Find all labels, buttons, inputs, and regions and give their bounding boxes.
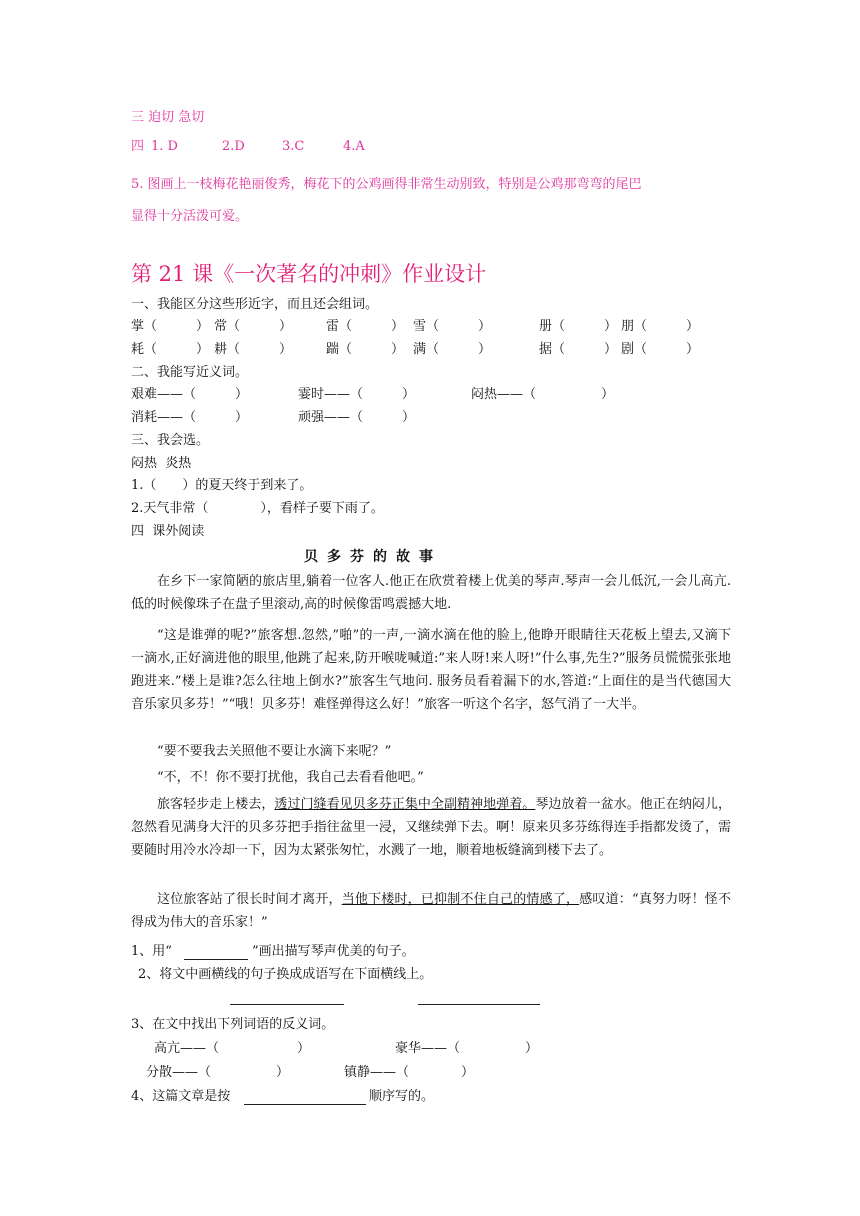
p5-underlined-sentence: 透过门缝看见贝多芬正集中全副精神地弹着。 — [274, 797, 536, 812]
answer-item: 1. D — [151, 139, 178, 154]
section2-heading: 二、我能写近义词。 — [131, 365, 249, 380]
section3-heading: 三、我会选。 — [131, 433, 210, 448]
story-paragraph-3: “要不要我去关照他不要让水滴下来呢？” — [157, 744, 392, 759]
char-cell: 据（ ） — [539, 342, 618, 357]
question-3: 3、在文中找出下列词语的反义词。 — [131, 1017, 335, 1032]
story-paragraph-4: “不，不！你不要打扰他，我自己去看看他吧。” — [157, 770, 424, 785]
answer-blank-1[interactable] — [230, 1004, 344, 1005]
char-cell: 满（ ） — [413, 342, 492, 357]
char-cell: 踹（ ） — [326, 342, 405, 357]
story-paragraph-1: 在乡下一家简陋的旅店里,躺着一位客人.他正在欣赏着楼上优美的琴声.琴声一会儿低沉,一会儿高亢.低的时候像珠子在盘子里滚动,高的时候像雷鸣震撼大地. — [131, 574, 731, 612]
story-paragraph-5 — [131, 793, 731, 862]
char-cell: 耕（ ） — [214, 342, 293, 357]
section3-q1: 1.（ ）的夏天终于到来了。 — [131, 478, 313, 493]
question-4-text-b: 顺序写的。 — [369, 1089, 435, 1104]
char-cell: 雷（ ） — [326, 319, 405, 334]
answer-line-5b: 显得十分活泼可爱。 — [131, 209, 249, 224]
p6-text-a: 这位旅客站了很长时间才离开， — [157, 892, 342, 907]
char-cell: 常（ ） — [214, 319, 293, 334]
char-cell: 剧（ ） — [621, 342, 700, 357]
antonym-cell: 高亢——（ ） — [154, 1041, 311, 1056]
p5-text-a: 旅客轻步走上楼去， — [157, 797, 275, 812]
answer-line-3: 三 迫切 急切 — [131, 110, 205, 125]
question-4-text-a: 4、这篇文章是按 — [131, 1089, 231, 1104]
antonym-cell: 豪华——（ ） — [395, 1041, 539, 1056]
char-cell: 册（ ） — [539, 319, 618, 334]
p6-underlined-sentence: 当他下楼时，已抑制不住自己的情感了， — [341, 892, 580, 907]
synonym-cell: 艰难——（ ） — [131, 387, 249, 402]
antonym-cell: 分散——（ ） — [146, 1065, 290, 1080]
question-1-text-a: 1、用“ — [131, 944, 172, 959]
synonym-cell: 顽强——（ ） — [298, 410, 416, 425]
question-1-underline-sample — [184, 959, 248, 960]
synonym-cell: 消耗——（ ） — [131, 410, 249, 425]
section3-choices: 闷热 炎热 — [131, 456, 192, 471]
answer-item: 2.D — [222, 139, 245, 154]
answer-blank-2[interactable] — [418, 1004, 540, 1005]
p6-text-b: 感叹道：“真努力呀！怪不得成为伟大的音乐家！” — [131, 892, 731, 930]
answer-line-5a: 5. 图画上一枝梅花艳丽俊秀，梅花下的公鸡画得非常生动别致，特别是公鸡那弯弯的尾巴 — [131, 177, 642, 192]
answer-item: 4.A — [343, 139, 365, 154]
synonym-cell: 霎时——（ ） — [298, 387, 416, 402]
answer-line-4-prefix: 四 — [131, 139, 145, 154]
story-title: 贝多芬的故事 — [304, 549, 442, 565]
char-cell: 掌（ ） — [131, 319, 210, 334]
synonym-cell: 闷热——（ ） — [471, 387, 615, 402]
story-paragraph-6 — [131, 888, 731, 934]
section3-q2: 2.天气非常（ ），看样子要下雨了。 — [131, 501, 384, 516]
char-cell: 雪（ ） — [413, 319, 492, 334]
p5-text-b: 琴边放着一盆水。他正在纳闷儿，忽然看见满身大汗的贝多芬把手指往盆里一浸，又继续弹下去。啊！原来贝多芬练得连手指都发烫了，需要随时用冷水冷却一下，因为太紧张匆忙，水溅了一地，顺着地板缝滴到楼下去了。 — [131, 797, 731, 858]
char-cell: 耗（ ） — [131, 342, 210, 357]
answer-item: 3.C — [282, 139, 305, 154]
question-2: 2、将文中画横线的句子换成成语写在下面横线上。 — [138, 967, 433, 982]
section1-heading: 一、我能区分这些形近字，而且还会组词。 — [131, 297, 379, 312]
question-4-blank[interactable] — [244, 1104, 366, 1105]
question-1-text-b: ”画出描写琴声优美的句子。 — [252, 944, 415, 959]
lesson-title: 第 21 课《一次著名的冲刺》作业设计 — [131, 262, 487, 286]
antonym-cell: 镇静——（ ） — [344, 1065, 475, 1080]
story-paragraph-2: “这是谁弹的呢?”旅客想.忽然,”啪”的一声,一滴水滴在他的脸上,他睁开眼睛往天花板上望去,又滴下一滴水,正好滴进他的眼里,他跳了起来,防开喉咙喊道:”来人呀!来人呀!”什么事,先生?”服务员慌慌张张地跑进来.”楼上是谁?怎么往地上倒水?”旅客生气地问. 服务员看着漏下的水,答道:“上面住的是当代德国大音乐家贝多芬！”“哦！贝多芬！难怪弹得这么好！”旅客一听这个名字，怒气消了一大半。 — [131, 628, 731, 712]
char-cell: 朋（ ） — [621, 319, 700, 334]
section4-heading: 四 课外阅读 — [131, 524, 205, 539]
